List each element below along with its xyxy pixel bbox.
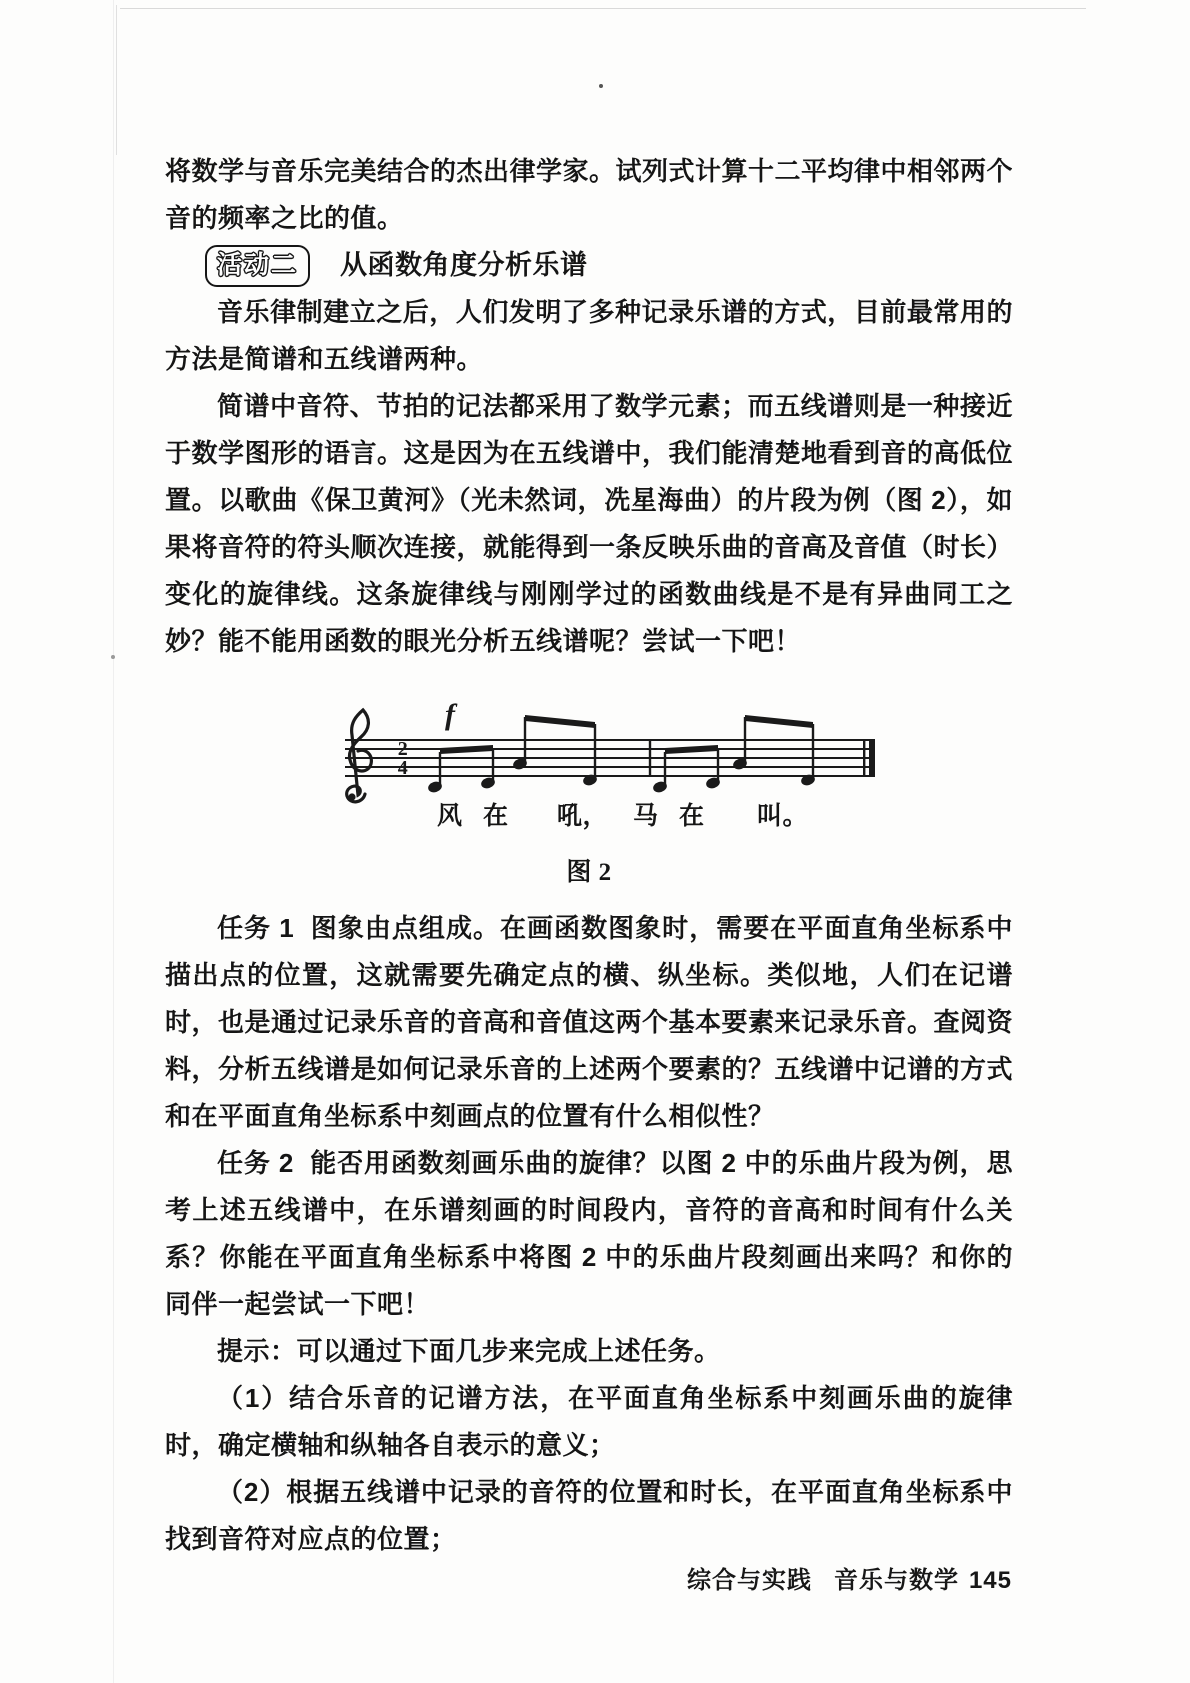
lyric-syllable: 马 [633, 803, 659, 830]
paragraph-step2: （2）根据五线谱中记录的音符的位置和时长，在平面直角坐标系中找到音符对应点的位置； [165, 1477, 1013, 1554]
lyric-syllable: 在 [679, 803, 705, 830]
page-edge-shadow [113, 0, 114, 1683]
staff-lines [345, 740, 875, 776]
footer-page-number: 145 [968, 1567, 1012, 1594]
page-content [165, 148, 1013, 1563]
svg-text:2: 2 [397, 738, 409, 760]
lyric-syllable: 在 [483, 803, 509, 830]
page-edge-top [120, 8, 1086, 9]
paragraph-intro: 将数学与音乐完美结合的杰出律学家。试列式计算十二平均律中相邻两个音的频率之比的值。 [165, 156, 1014, 233]
page-footer [687, 1560, 1012, 1595]
task1-text: 图象由点组成。在画函数图象时，需要在平面直角坐标系中描出点的位置，这就需要先确定点的横、纵坐标。类似地，人们在记谱时，也是通过记录乐音的音高和音值这两个基本要素来记录乐音。查阅资料，分析五线谱是如何记录乐音的上述两个要素的？五线谱中记谱的方式和在平面直角坐标系中刻画点的位置有什么相似性？ [165, 913, 1014, 1131]
paragraph-task2 [165, 1140, 1013, 1328]
activity-heading-row [165, 242, 1013, 289]
final-barline [863, 740, 875, 776]
paragraph-step1: （1）结合乐音的记谱方法，在平面直角坐标系中刻画乐曲的旋律时，确定横轴和纵轴各自表示的意义； [165, 1383, 1013, 1460]
activity-badge: 活动二 [205, 245, 310, 287]
paragraph-notation-intro: 音乐律制建立之后，人们发明了多种记录乐谱的方式，目前最常用的方法是简谱和五线谱两种。 [165, 297, 1013, 374]
task1-label: 任务 1 [217, 913, 295, 943]
time-signature [398, 738, 409, 779]
treble-clef-icon [347, 710, 372, 802]
paragraph-hint: 提示：可以通过下面几步来完成上述任务。 [217, 1336, 721, 1366]
task2-text: 能否用函数刻画乐曲的旋律？以图 2 中的乐曲片段为例，思考上述五线谱中，在乐谱刻画的时间段内，音符的音高和时间有什么关系？你能在平面直角坐标系中将图 2 中的乐曲片段刻画出来吗？和你的同伴一起尝试一下吧！ [165, 1148, 1013, 1319]
scan-speck [111, 655, 115, 659]
forte-mark: f [445, 698, 456, 731]
note-group-measure-2 [652, 715, 815, 793]
figure-caption: 图 2 [566, 859, 612, 886]
lyric-syllable: 叫。 [757, 803, 809, 830]
lyric-syllable: 风 [437, 803, 463, 830]
figure-music-score [165, 665, 1013, 905]
lyric-syllable: 吼， [557, 803, 609, 830]
paragraph-task1 [165, 905, 1013, 1140]
paragraph-staff-explanation: 简谱中音符、节拍的记法都采用了数学元素；而五线谱则是一种接近于数学图形的语言。这是因为在五线谱中，我们能清楚地看到音的高低位置。以歌曲《保卫黄河》（光未然词，冼星海曲）的片段为例（图 2），如果将音符的符头顺次连接，就能得到一条反映乐曲的音高及音值（时长）变化的旋律线。这条旋律线与刚刚学过的函数曲线是不是有异曲同工之妙？能不能用函数的眼光分析五线谱呢？尝试一下吧！ [165, 391, 1014, 656]
footer-section: 综合与实践 [686, 1567, 812, 1594]
svg-text:4: 4 [397, 757, 409, 779]
scan-speck [599, 84, 603, 88]
activity-title: 从函数角度分析乐谱 [340, 250, 588, 280]
task2-label: 任务 2 [217, 1148, 294, 1178]
page-edge-left [116, 5, 117, 155]
footer-chapter: 音乐与数学 [833, 1567, 959, 1594]
